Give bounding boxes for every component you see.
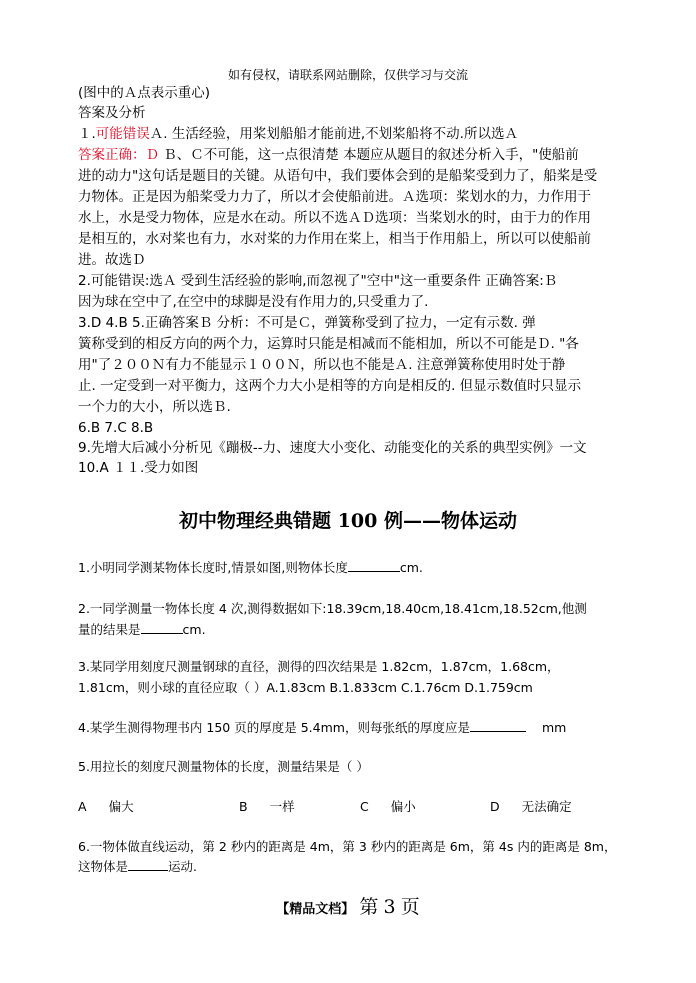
- page-prefix: 第: [359, 896, 379, 918]
- page-suffix: 页: [400, 896, 420, 918]
- figure-note: (图中的Ａ点表示重心): [78, 85, 211, 101]
- analysis-line: 一个力的大小，所以选Ｂ.: [78, 399, 231, 415]
- question-text: 4.某学生测得物理书内 150 页的厚度是 5.4mm，则每张纸的厚度应是: [78, 720, 470, 735]
- possible-error-label: 可能错误: [95, 126, 150, 142]
- answer-blank: [128, 858, 168, 871]
- question-3-options: 1.81cm，则小球的直径应取（ ）A.1.83cm B.1.833cm C.1.76cm D.1.759cm: [78, 680, 533, 695]
- document-tag: 【精品文档】: [276, 902, 355, 917]
- question-text: 1.小明同学测某物体长度时,情景如图,则物体长度: [78, 560, 348, 575]
- question-4: [78, 719, 638, 737]
- analysis-line: 进的动力"这句话是题目的关键。从语句中，我们要体会到的是船桨受到力了，船桨是受: [78, 168, 598, 184]
- section-title: 初中物理经典错题 100 例——物体运动: [179, 510, 517, 532]
- question-2: 2.一同学测量一物体长度 4 次,测得数据如下:18.39cm,18.40cm,18.41cm,18.52cm,他测: [78, 601, 587, 616]
- answer-items-10-11: 10.A １１.受力如图: [78, 460, 199, 476]
- option-b: B 一样: [239, 799, 295, 814]
- question-6: 6.一物体做直线运动，第 2 秒内的距离是 4m，第 3 秒内的距离是 6m，第 4s 内的距离是 8m，: [78, 839, 617, 854]
- answer-item-2-detail: 因为球在空中了,在空中的球脚是没有作用力的,只受重力了.: [78, 294, 429, 310]
- answer-blank: [348, 559, 400, 572]
- question-1: [78, 559, 638, 577]
- question-5: 5.用拉长的刻度尺测量物体的长度，测量结果是（ ）: [78, 759, 369, 774]
- page-footer: [0, 892, 696, 919]
- option-a: A 偏大: [78, 799, 134, 814]
- option-d: D 无法确定: [490, 799, 572, 814]
- answer-items-3-5: 3.D 4.B 5.正确答案Ｂ 分析：不可是Ｃ，弹簧称受到了拉力，一定有示数. 弹: [78, 315, 536, 331]
- analysis-line: 力物体。正是因为船桨受力力了，所以才会使船前进。Ａ选项：桨划水的力，力作用于: [78, 189, 591, 205]
- analysis-line: 水上，水是受力物体，应是水在动。所以不选ＡＤ选项：当桨划水的时，由于力的作用: [78, 210, 591, 226]
- unit-label: cm.: [399, 560, 423, 575]
- item-number: １.: [78, 126, 96, 142]
- question-text: 运动.: [168, 859, 197, 874]
- question-2-cont: [78, 621, 638, 639]
- question-3: 3.某同学用刻度尺测量钢球的直径，测得的四次结果是 1.82cm，1.87cm，1.68cm，: [78, 659, 560, 674]
- answer-item-9: 9.先增大后减小分析见《蹦极--力、速度大小变化、动能变化的关系的典型实例》一文: [78, 440, 587, 456]
- option-c: C 偏小: [360, 799, 416, 814]
- analysis-text: Ｂ、Ｃ不可能，这一点很清楚 本题应从题目的叙述分析入手，"使船前: [159, 147, 579, 163]
- question-6-cont: [78, 858, 638, 876]
- answer-blank: [141, 621, 183, 634]
- unit-label: mm: [541, 720, 567, 735]
- correct-answer-label: 答案正确：Ｄ: [78, 147, 159, 163]
- analysis-line: 进。故选Ｄ: [78, 252, 146, 268]
- copyright-notice: 如有侵权，请联系网站删除，仅供学习与交流: [227, 68, 468, 82]
- answers-heading: 答案及分析: [78, 105, 146, 121]
- answer-item-1-correct: [78, 146, 638, 165]
- answer-blank: [470, 719, 526, 732]
- possible-error-text: Ａ. 生活经验，用桨划船船才能前进,不划桨船将不动.所以选Ａ: [149, 126, 518, 142]
- analysis-line: 止. 一定受到一对平衡力，这两个力大小是相等的方向是相反的. 但显示数值时只显示: [78, 378, 582, 394]
- question-text: 这物体是: [78, 859, 129, 874]
- analysis-line: 簧称受到的相反方向的两个力，运算时只能是相减而不能相加，所以不可能是Ｄ. "各: [78, 336, 579, 352]
- page-number: 3: [383, 896, 396, 918]
- answer-item-1: [78, 125, 638, 144]
- analysis-line: 用"了２００Ｎ有力不能显示１００Ｎ，所以也不能是Ａ. 注意弹簧称使用时处于静: [78, 357, 566, 373]
- answer-items-6-8: 6.B 7.C 8.B: [78, 420, 154, 436]
- question-text: 量的结果是: [78, 622, 141, 637]
- unit-label: cm.: [182, 622, 206, 637]
- answer-item-2: 2.可能错误:选Ａ 受到生活经验的影响,而忽视了"空中"这一重要条件 正确答案:Ｂ: [78, 273, 558, 289]
- analysis-line: 是相互的，水对桨也有力，水对桨的力作用在桨上，相当于作用船上，所以可以使船前: [78, 231, 591, 247]
